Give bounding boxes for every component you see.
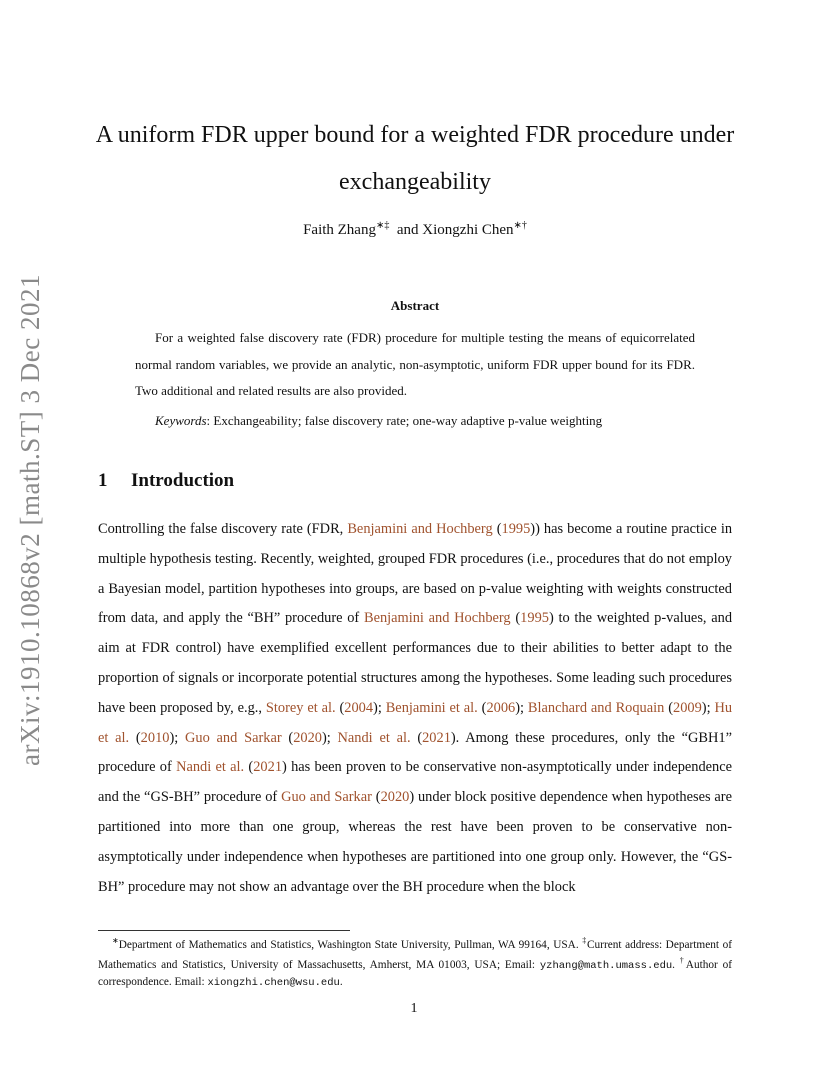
citation-link[interactable]: Nandi et al. [337,729,411,746]
body-text: ( [244,759,254,776]
citation-link[interactable]: Guo and Sarkar [185,729,282,746]
body-text: ( [410,729,423,746]
body-text: ) under block positive dependence when hypotheses are partitioned into more than one group, whereas the rest have been proven to be conservative non-asymptotically under independence when hypotheses are partitioned into one group only. However, the “GS-BH” procedure may not show an advantage over the BH procedure when the block [98,789,732,895]
email-address[interactable]: yzhang@math.umass.edu [539,960,673,973]
body-text: ). Among these procedures, only the “GBH1” procedure of [98,729,732,776]
footnote-mark: ‡ [582,936,587,945]
section-number: 1 [98,470,108,491]
citation-year-link[interactable]: 2009 [673,699,702,716]
section-heading [98,470,234,492]
email-address[interactable]: xiongzhi.chen@wsu.edu [207,976,340,989]
body-text: ( [281,729,294,746]
footnote-mark: † [679,956,686,966]
footnote-text: Department of Mathematics and Statistics, Washington State University, Pullman, WA 99164, USA. [118,938,583,951]
keywords-separator: : [206,413,214,428]
page-number: 1 [410,1001,418,1016]
body-text: ); [321,729,338,746]
body-text: ); [169,729,185,746]
citation-year-link[interactable]: 2020 [293,729,322,746]
footnote [98,933,732,991]
body-text: ); [515,699,528,716]
footnote-text: Current address: Department of Mathematics and Statistics, University of Massachusetts, Amherst, MA 01003, USA; Email: [98,938,732,972]
citation-year-link[interactable]: 2021 [253,759,283,776]
citation-link[interactable]: Benjamini and Hochberg [347,521,493,537]
citation-year-link[interactable]: 1995 [520,610,549,627]
body-text: )) has become a routine practice in multiple hypothesis testing. Recently, weighted, grouped FDR procedures (i.e., procedures that do not employ a Bayesian model, partition hypotheses into groups, are based on p-value weighting with weights constructed from data, and apply the “BH” procedure of [98,521,733,627]
citation-year-link[interactable]: 2004 [344,699,374,716]
body-text: ); [373,699,386,716]
citation-link[interactable]: Benjamini and Hochberg [363,610,511,627]
keywords [135,413,695,429]
body-text: ( [492,521,502,537]
citation-link[interactable]: Benjamini et al. [385,699,478,716]
body-text: ) has been proven to be conservative non-asymptotically under independence and the “GS-BH” procedure of [98,759,733,806]
author-conjunction: and [396,222,419,238]
title-line-2: exchangeability [339,169,491,195]
body-text: ( [664,699,674,716]
footnote-text: . [339,975,343,988]
citation-link[interactable]: Hu et al. [98,699,733,746]
intro-paragraph [98,515,732,902]
author-affiliation-mark: ∗‡ [375,220,390,231]
citation-link[interactable]: Nandi et al. [176,759,245,776]
footnote-text: Author of correspondence. Email: [98,959,732,988]
arxiv-side-stamp: arXiv:1910.10868v2 [math.ST] 3 Dec 2021 [15,274,45,766]
title-line-1: A uniform FDR upper bound for a weighted FDR procedure under [95,122,735,148]
footnote-mark: ∗ [112,936,119,945]
body-text: ( [510,610,521,627]
author-affiliation-mark: ∗† [513,220,527,231]
body-text: ( [371,789,381,806]
keywords-label: Keywords [155,413,207,428]
footnote-divider [98,930,350,931]
citation-year-link[interactable]: 2021 [422,729,451,746]
body-text: ); [701,699,715,716]
citation-year-link[interactable]: 2010 [140,729,170,746]
footnote-text: . [672,959,680,972]
citation-year-link[interactable]: 2006 [486,699,516,716]
abstract-text: For a weighted false discovery rate (FDR) procedure for multiple testing the means of equicorrelated normal random variables, we provide an analytic, non-asymptotic, uniform FDR upper bound for its FDR. Two additional and related results are also provided. [135,330,695,398]
author-list [90,220,740,239]
citation-year-link[interactable]: 2020 [380,789,410,806]
body-text: ( [335,699,345,716]
abstract-heading: Abstract [390,298,440,313]
citation-link[interactable]: Storey et al. [265,699,336,716]
citation-link[interactable]: Guo and Sarkar [281,789,372,806]
body-text: ) to the weighted p-values, and aim at FDR control) have exemplified excellent performances due to their abilities to better adapt to the proportion of signals or incorporate potential structures among the hypotheses. Some leading such procedures have been proposed by, e.g., [98,610,733,716]
body-text: Controlling the false discovery rate (FDR, [98,521,348,537]
abstract-body [135,325,695,405]
keywords-list: Exchangeability; false discovery rate; one-way adaptive p-value weighting [213,413,603,428]
citation-year-link[interactable]: 1995 [501,521,531,537]
body-text: ( [129,729,141,746]
body-text: ( [477,699,487,716]
author-name: Xiongzhi Chen [422,222,514,238]
paper-title [90,112,740,206]
citation-link[interactable]: Blanchard and Roquain [527,699,665,716]
author-name: Faith Zhang [303,222,376,238]
section-title: Introduction [131,470,235,491]
